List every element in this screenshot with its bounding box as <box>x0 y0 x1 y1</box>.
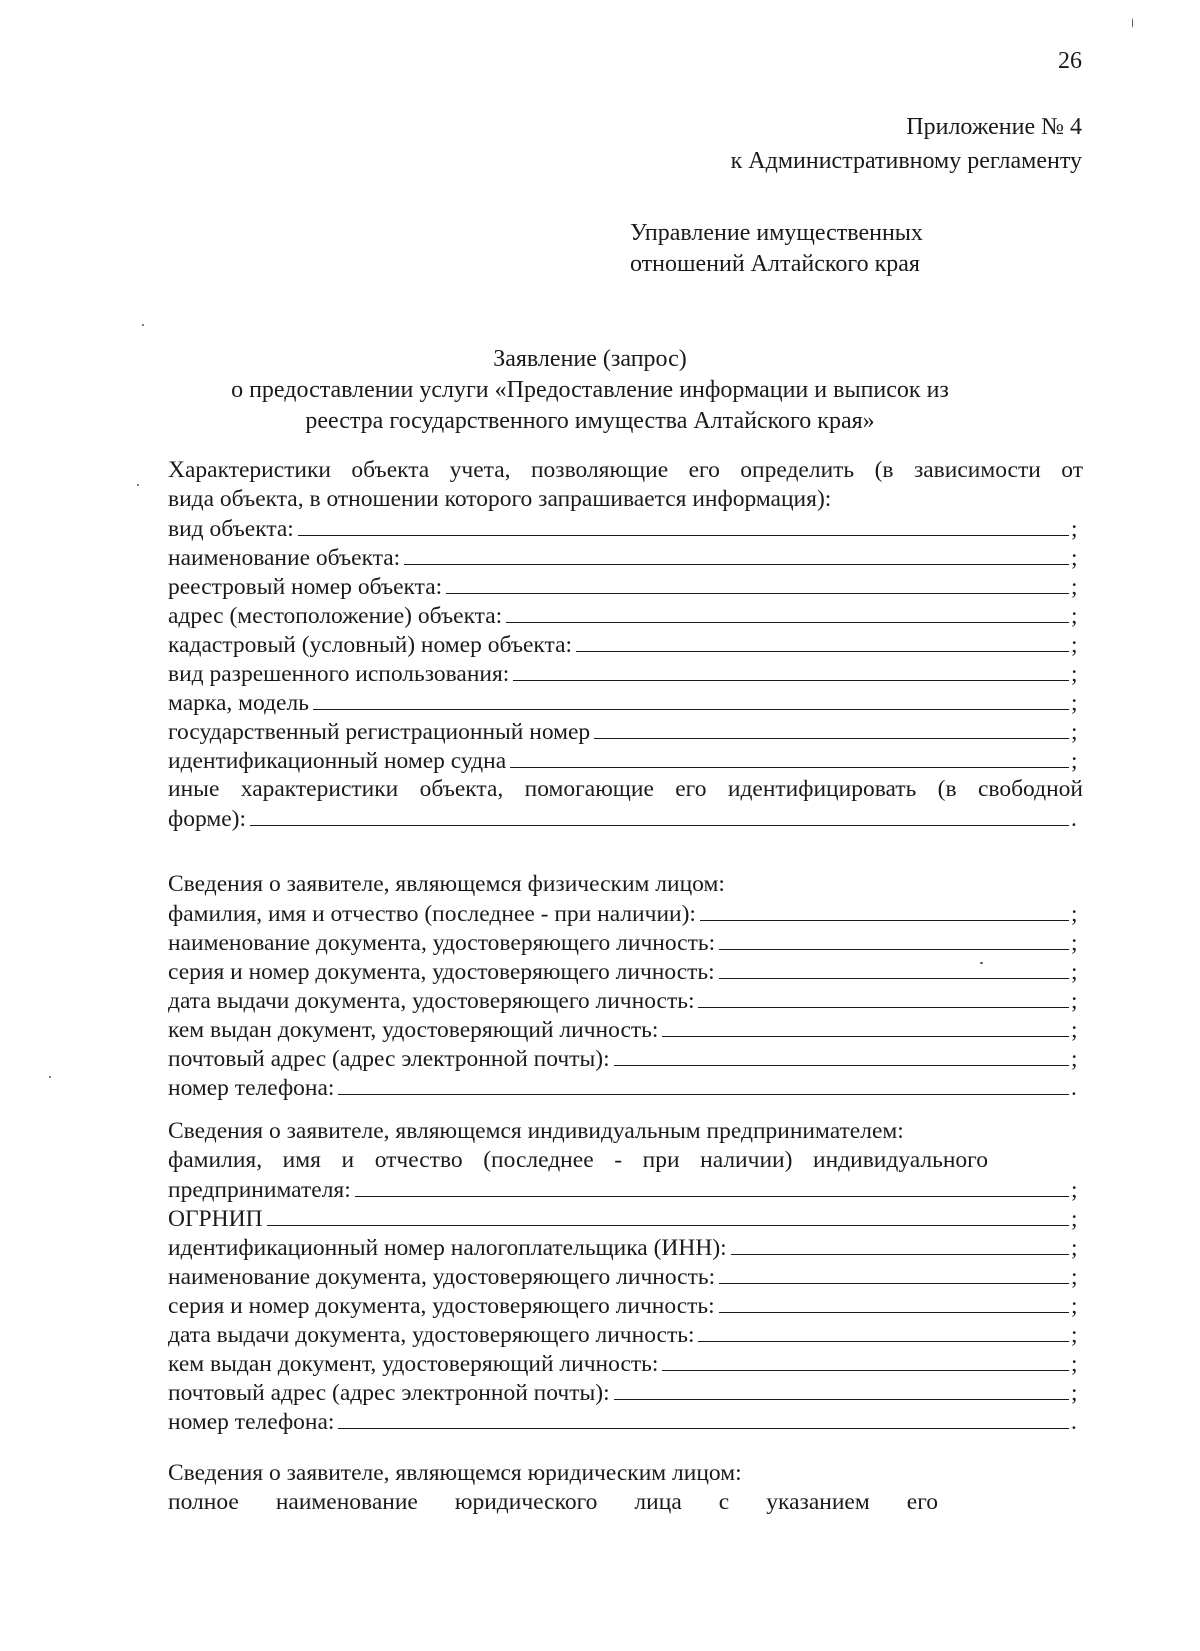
entrepreneur-id-doc-name-field[interactable]: наименование документа, удостоверяющего личность: ; <box>168 1264 1078 1290</box>
field-label: кадастровый (условный) номер объекта: <box>168 632 573 658</box>
appendix-header <box>731 110 1082 178</box>
blank-line[interactable] <box>698 1320 1069 1342</box>
field-label: вид разрешенного использования: <box>168 661 510 687</box>
object-type-field[interactable]: вид объекта: ; <box>168 516 1078 542</box>
field-label: форме): <box>168 806 247 832</box>
blank-line[interactable] <box>731 1233 1069 1255</box>
vessel-id-number-field[interactable]: идентификационный номер судна ; <box>168 748 1078 774</box>
individual-id-doc-number-field[interactable]: серия и номер документа, удостоверяющего личность: ; <box>168 959 1078 985</box>
entrepreneur-postal-address-field[interactable]: почтовый адрес (адрес электронной почты): ; <box>168 1380 1078 1406</box>
blank-line[interactable] <box>338 1407 1069 1429</box>
entrepreneur-fio-line: фамилия, имя и отчество (последнее - при наличии) индивидуального <box>168 1147 988 1173</box>
object-intro-line-2: вида объекта, в отношении которого запрашивается информация): <box>168 486 832 512</box>
field-label: кем выдан документ, удостоверяющий личность: <box>168 1351 659 1377</box>
cadastral-number-field[interactable]: кадастровый (условный) номер объекта: ; <box>168 632 1078 658</box>
blank-line[interactable] <box>250 804 1069 826</box>
blank-line[interactable] <box>338 1073 1069 1095</box>
field-label: идентификационный номер судна <box>168 748 507 774</box>
entrepreneur-id-doc-issuer-field[interactable]: кем выдан документ, удостоверяющий личность: ; <box>168 1351 1078 1377</box>
field-label: государственный регистрационный номер <box>168 719 591 745</box>
state-registration-number-field[interactable]: государственный регистрационный номер ; <box>168 719 1078 745</box>
document-title <box>130 344 1050 437</box>
blank-line[interactable] <box>614 1044 1069 1066</box>
field-label: предпринимателя: <box>168 1177 351 1203</box>
blank-line[interactable] <box>404 543 1069 565</box>
individual-id-doc-date-field[interactable]: дата выдачи документа, удостоверяющего личность: ; <box>168 988 1078 1014</box>
blank-line[interactable] <box>594 717 1069 739</box>
individual-phone-field[interactable]: номер телефона: . <box>168 1075 1077 1101</box>
object-name-field[interactable]: наименование объекта: ; <box>168 545 1078 571</box>
appendix-line-2: к Административному регламенту <box>730 148 1082 174</box>
blank-line[interactable] <box>700 899 1069 921</box>
field-label: наименование документа, удостоверяющего личность: <box>168 930 716 956</box>
blank-line[interactable] <box>719 1291 1069 1313</box>
blank-line[interactable] <box>719 957 1069 979</box>
field-label: наименование объекта: <box>168 545 401 571</box>
blank-line[interactable] <box>662 1349 1069 1371</box>
blank-line[interactable] <box>446 572 1069 594</box>
field-label: наименование документа, удостоверяющего личность: <box>168 1264 716 1290</box>
legal-entity-heading: Сведения о заявителе, являющемся юридическим лицом: <box>168 1460 742 1486</box>
field-label: вид объекта: <box>168 516 294 542</box>
entrepreneur-id-doc-date-field[interactable]: дата выдачи документа, удостоверяющего личность: ; <box>168 1322 1078 1348</box>
field-label: кем выдан документ, удостоверяющий личность: <box>168 1017 659 1043</box>
addressee-block <box>630 218 923 280</box>
field-label: почтовый адрес (адрес электронной почты): <box>168 1380 610 1406</box>
field-label: реестровый номер объекта: <box>168 574 443 600</box>
addressee-line-2: отношений Алтайского края <box>630 251 920 277</box>
blank-line[interactable] <box>355 1175 1069 1197</box>
blank-line[interactable] <box>513 659 1069 681</box>
legal-entity-section <box>168 1459 1083 1517</box>
other-characteristics-field[interactable]: форме): . <box>168 806 1077 832</box>
field-label: почтовый адрес (адрес электронной почты): <box>168 1046 610 1072</box>
individual-section <box>168 870 1083 1102</box>
blank-line[interactable] <box>662 1015 1069 1037</box>
registry-number-field[interactable]: реестровый номер объекта: ; <box>168 574 1078 600</box>
blank-line[interactable] <box>719 928 1069 950</box>
field-label: серия и номер документа, удостоверяющего личность: <box>168 959 715 985</box>
object-intro-line-1: Характеристики объекта учета, позволяющие его определить (в зависимости от <box>168 457 1083 483</box>
blank-line[interactable] <box>719 1262 1069 1284</box>
ogrnip-field[interactable]: ОГРНИП ; <box>168 1206 1078 1232</box>
other-characteristics-line: иные характеристики объекта, помогающие его идентифицировать (в свободной <box>168 776 1083 802</box>
individual-id-doc-name-field[interactable]: наименование документа, удостоверяющего личность: ; <box>168 930 1078 956</box>
title-line-2: о предоставлении услуги «Предоставление информации и выписок из <box>231 377 949 403</box>
entrepreneur-id-doc-number-field[interactable]: серия и номер документа, удостоверяющего личность: ; <box>168 1293 1078 1319</box>
scan-speck <box>137 484 139 486</box>
field-label: дата выдачи документа, удостоверяющего личность: <box>168 1322 695 1348</box>
field-label: идентификационный номер налогоплательщика (ИНН): <box>168 1235 727 1261</box>
field-label: серия и номер документа, удостоверяющего личность: <box>168 1293 715 1319</box>
title-line-3: реестра государственного имущества Алтайского края» <box>305 408 875 434</box>
field-label: адрес (местоположение) объекта: <box>168 603 503 629</box>
blank-line[interactable] <box>576 630 1069 652</box>
blank-line[interactable] <box>267 1204 1069 1226</box>
entrepreneur-heading: Сведения о заявителе, являющемся индивидуальным предпринимателем: <box>168 1118 904 1144</box>
blank-line[interactable] <box>298 514 1069 536</box>
inn-field[interactable]: идентификационный номер налогоплательщика (ИНН): ; <box>168 1235 1078 1261</box>
individual-fio-field[interactable]: фамилия, имя и отчество (последнее - при наличии): ; <box>168 901 1078 927</box>
permitted-use-field[interactable]: вид разрешенного использования: ; <box>168 661 1078 687</box>
entrepreneur-phone-field[interactable]: номер телефона: . <box>168 1409 1077 1435</box>
entrepreneur-name-field[interactable]: предпринимателя: ; <box>168 1177 1078 1203</box>
object-address-field[interactable]: адрес (местоположение) объекта: ; <box>168 603 1078 629</box>
entrepreneur-section <box>168 1117 1083 1436</box>
object-section <box>168 456 1083 833</box>
individual-id-doc-issuer-field[interactable]: кем выдан документ, удостоверяющий личность: ; <box>168 1017 1078 1043</box>
make-model-field[interactable]: марка, модель ; <box>168 690 1078 716</box>
blank-line[interactable] <box>614 1378 1069 1400</box>
blank-line[interactable] <box>698 986 1069 1008</box>
page-number: 26 <box>1058 48 1082 74</box>
appendix-line-1: Приложение № 4 <box>906 114 1082 140</box>
blank-line[interactable] <box>313 688 1069 710</box>
field-label: марка, модель <box>168 690 309 716</box>
legal-entity-name-line: полное наименование юридического лица с указанием его <box>168 1489 938 1515</box>
addressee-line-1: Управление имущественных <box>630 220 923 246</box>
field-label: номер телефона: <box>168 1409 335 1435</box>
blank-line[interactable] <box>506 601 1069 623</box>
scan-speck <box>1132 18 1133 28</box>
scan-speck <box>980 962 983 964</box>
field-label: номер телефона: <box>168 1075 335 1101</box>
individual-postal-address-field[interactable]: почтовый адрес (адрес электронной почты): ; <box>168 1046 1078 1072</box>
scan-speck <box>49 1076 51 1078</box>
scan-speck <box>142 324 144 326</box>
individual-heading: Сведения о заявителе, являющемся физическим лицом: <box>168 871 725 897</box>
field-label: ОГРНИП <box>168 1206 263 1232</box>
field-label: дата выдачи документа, удостоверяющего личность: <box>168 988 695 1014</box>
field-label: фамилия, имя и отчество (последнее - при наличии): <box>168 901 696 927</box>
blank-line[interactable] <box>510 746 1069 768</box>
title-line-1: Заявление (запрос) <box>493 346 687 372</box>
